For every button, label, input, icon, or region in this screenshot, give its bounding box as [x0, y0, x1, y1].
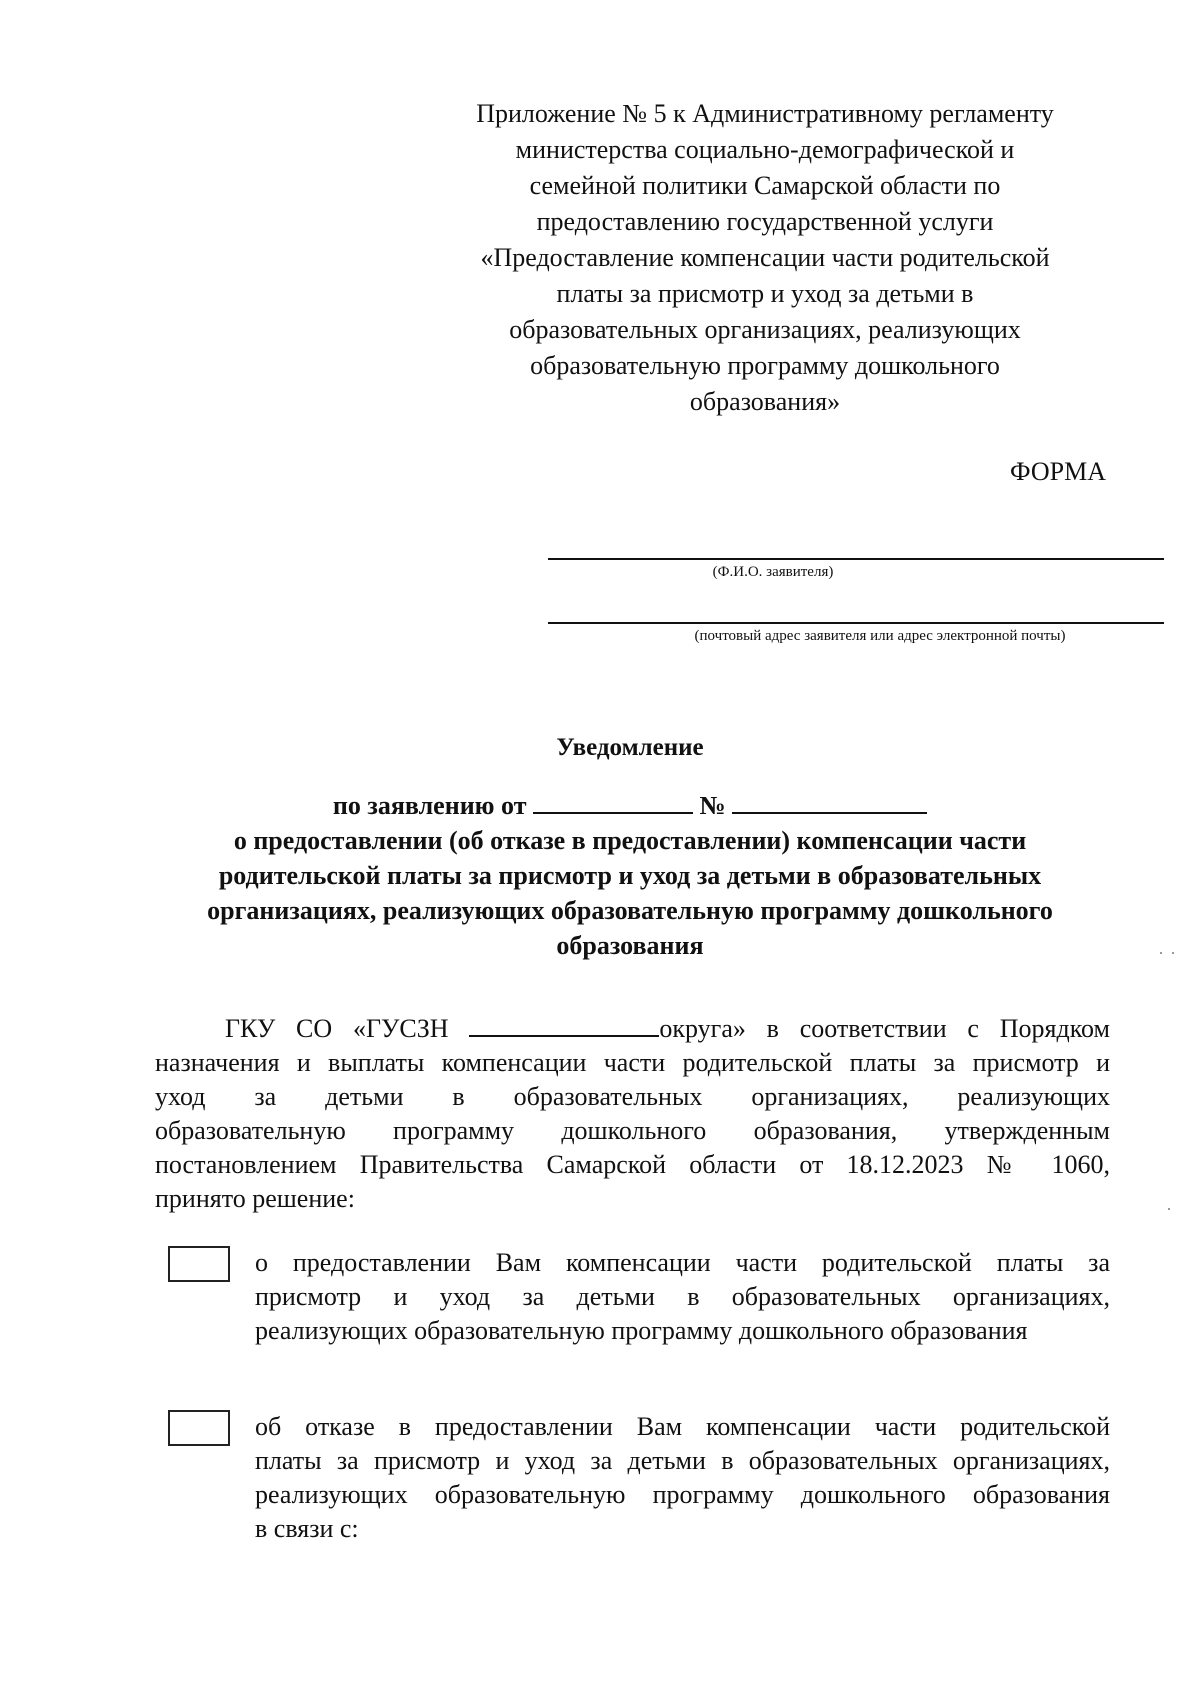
appendix-header — [420, 96, 1110, 420]
appendix-line: платы за присмотр и уход за детьми в — [556, 279, 974, 308]
appendix-line: образования» — [689, 387, 841, 416]
appendix-line: образовательных организациях, реализующих — [509, 315, 1021, 344]
refusal-option-text — [255, 1410, 1110, 1546]
grant-option-text — [255, 1246, 1110, 1348]
appendix-line: «Предоставление компенсации части родительской — [480, 243, 1050, 272]
appendix-line: семейной политики Самарской области по — [529, 171, 1001, 200]
notice-title: Уведомление — [556, 734, 704, 761]
application-prefix: по заявлению от — [332, 791, 527, 820]
appendix-line: предоставлению государственной услуги — [536, 207, 994, 236]
scan-mark — [1172, 952, 1174, 954]
form-label: ФОРМА — [1010, 457, 1106, 486]
option-line: реализующих образовательную программу дошкольного образования — [255, 1480, 1110, 1509]
paragraph-line: уход за детьми в образовательных организациях, реализующих — [155, 1082, 1110, 1111]
option-line: присмотр и уход за детьми в образовательных организациях, — [255, 1282, 1110, 1311]
subject-line: организациях, реализующих образовательную программу дошкольного — [207, 896, 1053, 925]
appendix-line: министерства социально-демографической и — [515, 135, 1015, 164]
option-line: об отказе в предоставлении Вам компенсации части родительской — [255, 1412, 1110, 1441]
option-line: реализующих образовательную программу дошкольного образования — [255, 1316, 1028, 1345]
agency-prefix: ГКУ СО «ГУСЗН — [225, 1014, 449, 1043]
application-reference-line — [0, 788, 1200, 823]
grant-checkbox[interactable] — [168, 1246, 230, 1282]
subject-line: родительской платы за присмотр и уход за детьми в образовательных — [218, 861, 1042, 890]
number-sign: № — [699, 791, 726, 820]
scan-mark — [1168, 1208, 1170, 1210]
applicant-name-caption: (Ф.И.О. заявителя) — [712, 564, 834, 580]
appendix-line: образовательную программу дошкольного — [530, 351, 1000, 380]
applicant-address-line[interactable] — [548, 622, 1164, 624]
paragraph-line: назначения и выплаты компенсации части родительской платы за присмотр и — [155, 1048, 1110, 1077]
option-line: о предоставлении Вам компенсации части родительской платы за — [255, 1248, 1110, 1277]
option-line: платы за присмотр и уход за детьми в образовательных организациях, — [255, 1446, 1110, 1475]
refusal-checkbox[interactable] — [168, 1410, 230, 1446]
application-date-field[interactable] — [533, 792, 693, 814]
paragraph-line: постановлением Правительства Самарской области от 18.12.2023 № 1060, — [155, 1150, 1110, 1179]
notice-subtitle — [0, 788, 1200, 963]
applicant-name-line[interactable] — [548, 558, 1164, 560]
paragraph-first-line — [155, 1012, 1110, 1046]
applicant-address-caption: (почтовый адрес заявителя или адрес электронной почты) — [694, 628, 1066, 644]
appendix-line: Приложение № 5 к Административному регламенту — [476, 99, 1054, 128]
agency-suffix: округа» в соответствии с Порядком — [659, 1014, 1110, 1043]
paragraph-line: образовательную программу дошкольного образования, утвержденным — [155, 1116, 1110, 1145]
district-field[interactable] — [469, 1015, 659, 1037]
scan-mark — [1160, 952, 1162, 954]
subject-line: образования — [556, 931, 704, 960]
subject-line: о предоставлении (об отказе в предоставлении) компенсации части — [233, 826, 1027, 855]
paragraph-line: принято решение: — [155, 1184, 355, 1213]
decision-paragraph — [155, 1012, 1110, 1216]
application-number-field[interactable] — [732, 792, 927, 814]
option-line: в связи с: — [255, 1514, 359, 1543]
